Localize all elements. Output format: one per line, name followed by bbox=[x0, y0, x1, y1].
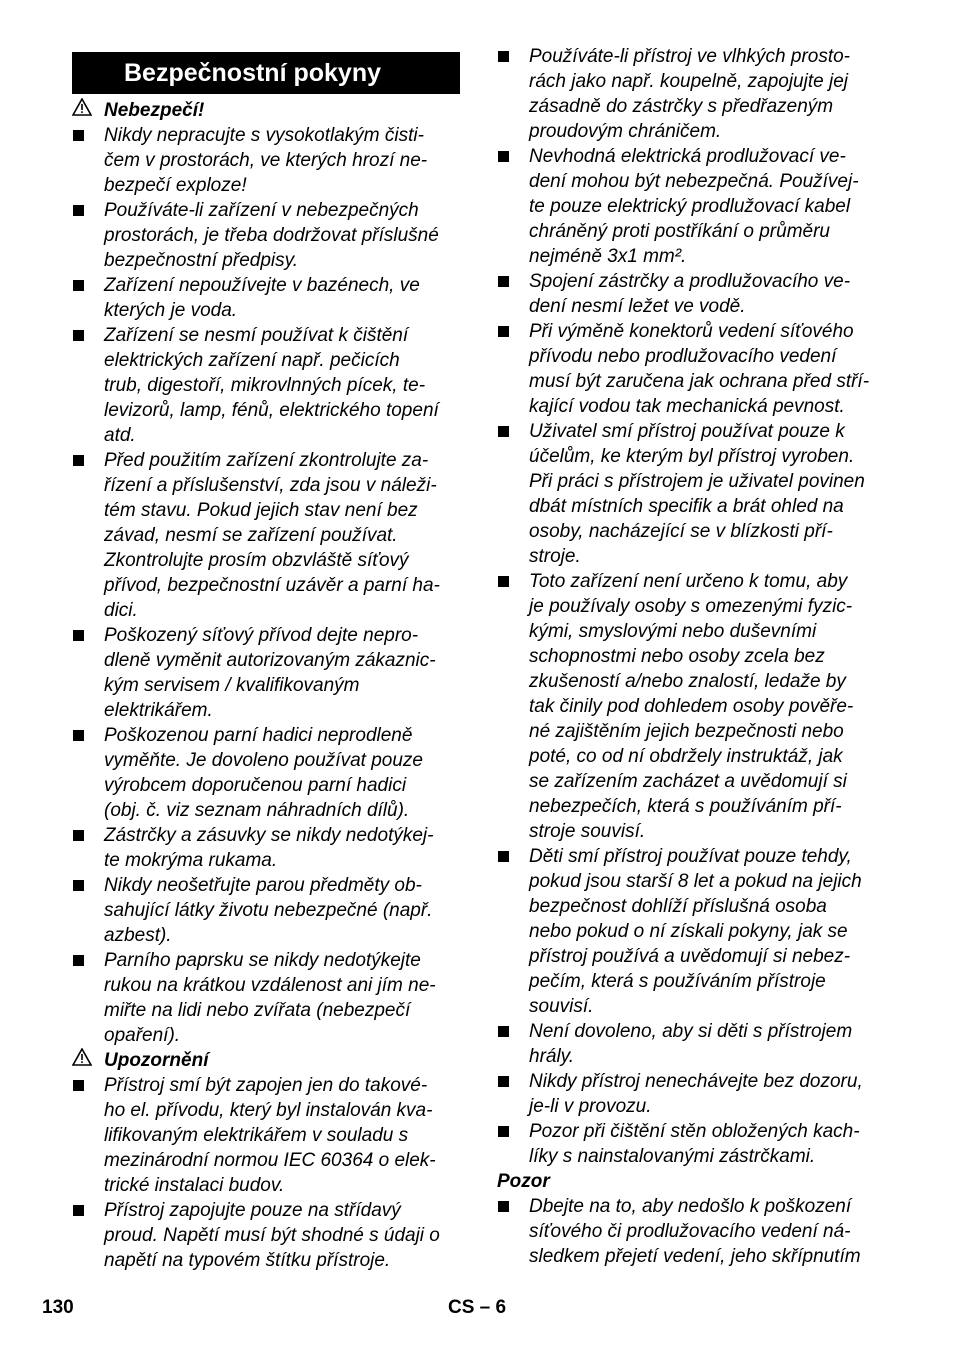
text-line: poté, co od ní obdržely instruktáž, jak bbox=[529, 746, 843, 767]
text-line: Toto zařízení není určeno k tomu, aby bbox=[529, 571, 848, 592]
list-item-text bbox=[529, 844, 889, 1019]
text-line: Nikdy nepracujte s vysokotlakým čisti- bbox=[104, 125, 424, 146]
bullet-square-icon bbox=[72, 123, 104, 198]
text-line: tém stavu. Pokud jejich stav není bez bbox=[104, 500, 418, 521]
text-line: dici. bbox=[104, 600, 138, 621]
section-code: CS – 6 bbox=[448, 1297, 507, 1318]
list-item-text bbox=[104, 123, 460, 198]
text-line: nebo pokud o ní získali pokyny, jak se bbox=[529, 921, 848, 942]
warning-triangle-icon bbox=[72, 1048, 104, 1073]
text-line: kými, smyslovými nebo duševními bbox=[529, 621, 817, 642]
list-item-text bbox=[529, 1119, 889, 1169]
text-line: proud. Napětí musí být shodné s údaji o bbox=[104, 1225, 440, 1246]
text-line: Zástrčky a zásuvky se nikdy nedotýkej- bbox=[104, 825, 434, 846]
text-line: souvisí. bbox=[529, 996, 594, 1017]
list-item-text bbox=[104, 823, 460, 873]
text-line: dení nesmí ležet ve vodě. bbox=[529, 296, 746, 317]
text-line: Parního paprsku se nikdy nedotýkejte bbox=[104, 950, 421, 971]
list-item-text bbox=[104, 448, 460, 623]
list-item-text bbox=[104, 623, 460, 723]
text-line: prostorách, je třeba dodržovat příslušné bbox=[104, 225, 439, 246]
danger-heading bbox=[72, 98, 460, 123]
list-item-text bbox=[104, 273, 460, 323]
right-list bbox=[497, 44, 889, 1169]
list-item bbox=[72, 623, 460, 723]
list-item-text bbox=[104, 723, 460, 823]
bullet-square-icon bbox=[497, 569, 529, 844]
bullet-square-icon bbox=[72, 1073, 104, 1198]
text-line: osoby, nacházející se v blízkosti pří- bbox=[529, 521, 833, 542]
text-line: trub, digestoří, mikrovlnných pícek, te- bbox=[104, 375, 426, 396]
text-line: napětí na typovém štítku přístroje. bbox=[104, 1250, 391, 1271]
text-line: Dbejte na to, aby nedošlo k poškození bbox=[529, 1196, 852, 1217]
list-item bbox=[497, 144, 889, 269]
list-item bbox=[72, 1073, 460, 1198]
bullet-square-icon bbox=[72, 1198, 104, 1273]
text-line: rách jako např. koupelně, zapojujte jej bbox=[529, 71, 848, 92]
text-line: azbest). bbox=[104, 925, 172, 946]
text-line: líky s nainstalovanými zástrčkami. bbox=[529, 1146, 816, 1167]
list-item-text bbox=[529, 569, 889, 844]
text-line: Poškozenou parní hadici neprodleně bbox=[104, 725, 413, 746]
text-line: je-li v provozu. bbox=[529, 1096, 652, 1117]
text-line: se zařízením zacházet a uvědomují si bbox=[529, 771, 847, 792]
bullet-square-icon bbox=[72, 323, 104, 448]
text-line: přívodu nebo prodlužovacího vedení bbox=[529, 346, 837, 367]
text-line: řízení a příslušenství, zda jsou v náleži- bbox=[104, 475, 437, 496]
bullet-square-icon bbox=[72, 823, 104, 873]
text-line: Zařízení nepoužívejte v bazénech, ve bbox=[104, 275, 420, 296]
text-line: miřte na lidi nebo zvířata (nebezpečí bbox=[104, 1000, 411, 1021]
list-item bbox=[72, 448, 460, 623]
text-line: chráněný proti postříkání o průměru bbox=[529, 221, 830, 242]
list-item-text bbox=[104, 323, 460, 448]
bullet-square-icon bbox=[497, 44, 529, 144]
text-line: přívod, bezpečnostní uzávěr a parní ha- bbox=[104, 575, 440, 596]
text-line: zkušeností a/nebo znalostí, ledaže by bbox=[529, 671, 846, 692]
text-line: elektrických zařízení např. pečicích bbox=[104, 350, 400, 371]
text-line: trické instalaci budov. bbox=[104, 1175, 285, 1196]
caution-list bbox=[72, 1073, 460, 1273]
bullet-square-icon bbox=[72, 198, 104, 273]
list-item bbox=[497, 44, 889, 144]
list-item bbox=[72, 723, 460, 823]
list-item bbox=[72, 873, 460, 948]
text-line: Pozor při čištění stěn obložených kach- bbox=[529, 1121, 860, 1142]
text-line: dbát místních specifik a brát ohled na bbox=[529, 496, 844, 517]
text-line: je používaly osoby s omezenými fyzic- bbox=[529, 596, 853, 617]
list-item bbox=[72, 273, 460, 323]
list-item bbox=[497, 269, 889, 319]
list-item-text bbox=[529, 319, 889, 419]
text-line: opaření). bbox=[104, 1025, 181, 1046]
list-item-text bbox=[104, 948, 460, 1048]
text-line: Přístroj zapojujte pouze na střídavý bbox=[104, 1200, 401, 1221]
bullet-square-icon bbox=[72, 948, 104, 1048]
list-item bbox=[497, 1119, 889, 1169]
pozor-heading: Pozor bbox=[497, 1171, 550, 1192]
bullet-square-icon bbox=[497, 144, 529, 269]
bullet-square-icon bbox=[497, 269, 529, 319]
list-item-text bbox=[529, 44, 889, 144]
text-line: Uživatel smí přístroj používat pouze k bbox=[529, 421, 845, 442]
list-item-text bbox=[104, 198, 460, 273]
list-item bbox=[72, 948, 460, 1048]
text-line: kterých je voda. bbox=[104, 300, 238, 321]
text-line: bezpečnost dohlíží příslušná osoba bbox=[529, 896, 827, 917]
text-line: levizorů, lamp, fénů, elektrického topení bbox=[104, 400, 439, 421]
section-title: Bezpečnostní pokyny bbox=[72, 52, 460, 94]
bullet-square-icon bbox=[72, 873, 104, 948]
bullet-square-icon bbox=[72, 273, 104, 323]
text-line: ho el. přívodu, který byl instalován kva- bbox=[104, 1100, 433, 1121]
text-line: sledkem přejetí vedení, jeho skřípnutím bbox=[529, 1246, 861, 1267]
text-line: účelům, ke kterým byl přístroj vyroben. bbox=[529, 446, 855, 467]
bullet-square-icon bbox=[72, 623, 104, 723]
list-item-text bbox=[529, 1194, 889, 1269]
bullet-square-icon bbox=[497, 419, 529, 569]
text-line: Při výměně konektorů vedení síťového bbox=[529, 321, 854, 342]
pozor-list bbox=[497, 1194, 889, 1269]
list-item-text bbox=[529, 1019, 889, 1069]
bullet-square-icon bbox=[497, 1119, 529, 1169]
text-line: hrály. bbox=[529, 1046, 575, 1067]
text-line: Nikdy přístroj nenechávejte bez dozoru, bbox=[529, 1071, 863, 1092]
text-line: Používáte-li přístroj ve vlhkých prosto- bbox=[529, 46, 851, 67]
text-line: závad, nesmí se zařízení používat. bbox=[104, 525, 398, 546]
text-line: síťového či prodlužovacího vedení ná- bbox=[529, 1221, 851, 1242]
warning-triangle-icon bbox=[72, 98, 104, 123]
text-line: schopnostmi nebo osoby zcela bez bbox=[529, 646, 825, 667]
text-line: bezpečnostní předpisy. bbox=[104, 250, 298, 271]
text-line: Při práci s přístrojem je uživatel povinen bbox=[529, 471, 865, 492]
text-line: pečím, která s používáním přístroje bbox=[529, 971, 826, 992]
text-line: te mokrýma rukama. bbox=[104, 850, 278, 871]
text-line: kým servisem / kvalifikovaným bbox=[104, 675, 360, 696]
text-line: sahující látky životu nebezpečné (např. bbox=[104, 900, 433, 921]
text-line: Nevhodná elektrická prodlužovací ve- bbox=[529, 146, 846, 167]
bullet-square-icon bbox=[72, 723, 104, 823]
bullet-square-icon bbox=[497, 844, 529, 1019]
bullet-square-icon bbox=[72, 448, 104, 623]
text-line: rukou na krátkou vzdálenost ani jím ne- bbox=[104, 975, 436, 996]
text-line: Poškozený síťový přívod dejte nepro- bbox=[104, 625, 419, 646]
text-line: mezinárodní normou IEC 60364 o elek- bbox=[104, 1150, 436, 1171]
text-line: Zařízení se nesmí používat k čištění bbox=[104, 325, 409, 346]
list-item bbox=[497, 844, 889, 1019]
bullet-square-icon bbox=[497, 1194, 529, 1269]
text-line: kající vodou tak mechanická pevnost. bbox=[529, 396, 845, 417]
text-line: Zkontrolujte prosím obzvláště síťový bbox=[104, 550, 409, 571]
text-line: nejméně 3x1 mm². bbox=[529, 246, 687, 267]
list-item bbox=[497, 419, 889, 569]
text-line: Nikdy neošetřujte parou předměty ob- bbox=[104, 875, 422, 896]
text-line: čem v prostorách, ve kterých hrozí ne- bbox=[104, 150, 428, 171]
list-item-text bbox=[529, 144, 889, 269]
text-line: Používáte-li zařízení v nebezpečných bbox=[104, 200, 419, 221]
list-item bbox=[497, 1069, 889, 1119]
text-line: bezpečí exploze! bbox=[104, 175, 247, 196]
page-number: 130 bbox=[42, 1297, 74, 1318]
text-line: pokud jsou starší 8 let a pokud na jejich bbox=[529, 871, 862, 892]
text-line: (obj. č. viz seznam náhradních dílů). bbox=[104, 800, 410, 821]
text-line: né zajištěním jejich bezpečnosti nebo bbox=[529, 721, 844, 742]
caution-label: Upozornění bbox=[104, 1050, 209, 1071]
text-line: proudovým chráničem. bbox=[529, 121, 722, 142]
text-line: Přístroj smí být zapojen jen do takové- bbox=[104, 1075, 428, 1096]
text-line: atd. bbox=[104, 425, 136, 446]
bullet-square-icon bbox=[497, 319, 529, 419]
text-line: Spojení zástrčky a prodlužovacího ve- bbox=[529, 271, 851, 292]
text-line: musí být zaručena jak ochrana před stří- bbox=[529, 371, 870, 392]
text-line: dení mohou být nebezpečná. Používej- bbox=[529, 171, 859, 192]
list-item-text bbox=[104, 1198, 460, 1273]
text-line: zásadně do zástrčky s předřazeným bbox=[529, 96, 834, 117]
text-line: dleně vyměnit autorizovaným zákaznic- bbox=[104, 650, 436, 671]
list-item bbox=[497, 569, 889, 844]
text-line: nebezpečích, která s používáním pří- bbox=[529, 796, 842, 817]
danger-label: Nebezpečí! bbox=[104, 100, 205, 121]
list-item-text bbox=[529, 269, 889, 319]
list-item-text bbox=[529, 419, 889, 569]
list-item-text bbox=[104, 1073, 460, 1198]
text-line: lifikovaným elektrikářem v souladu s bbox=[104, 1125, 409, 1146]
caution-heading bbox=[72, 1048, 460, 1073]
text-line: elektrikářem. bbox=[104, 700, 213, 721]
left-column bbox=[72, 44, 460, 1273]
list-item bbox=[72, 323, 460, 448]
text-line: tak činily pod dohledem osoby pověře- bbox=[529, 696, 854, 717]
list-item bbox=[72, 823, 460, 873]
text-line: stroje. bbox=[529, 546, 581, 567]
list-item bbox=[72, 198, 460, 273]
text-line: stroje souvisí. bbox=[529, 821, 646, 842]
list-item bbox=[497, 1194, 889, 1269]
text-line: Děti smí přístroj používat pouze tehdy, bbox=[529, 846, 852, 867]
text-line: te pouze elektrický prodlužovací kabel bbox=[529, 196, 851, 217]
text-line: přístroj používá a uvědomují si nebez- bbox=[529, 946, 851, 967]
list-item bbox=[497, 319, 889, 419]
bullet-square-icon bbox=[497, 1019, 529, 1069]
text-line: výrobcem doporučenou parní hadici bbox=[104, 775, 407, 796]
text-line: Před použitím zařízení zkontrolujte za- bbox=[104, 450, 429, 471]
text-line: Není dovoleno, aby si děti s přístrojem bbox=[529, 1021, 853, 1042]
list-item-text bbox=[529, 1069, 889, 1119]
list-item bbox=[72, 123, 460, 198]
text-line: vyměňte. Je dovoleno používat pouze bbox=[104, 750, 423, 771]
list-item bbox=[497, 1019, 889, 1069]
list-item bbox=[72, 1198, 460, 1273]
list-item-text bbox=[104, 873, 460, 948]
danger-list bbox=[72, 123, 460, 1048]
right-column bbox=[497, 44, 889, 1269]
bullet-square-icon bbox=[497, 1069, 529, 1119]
